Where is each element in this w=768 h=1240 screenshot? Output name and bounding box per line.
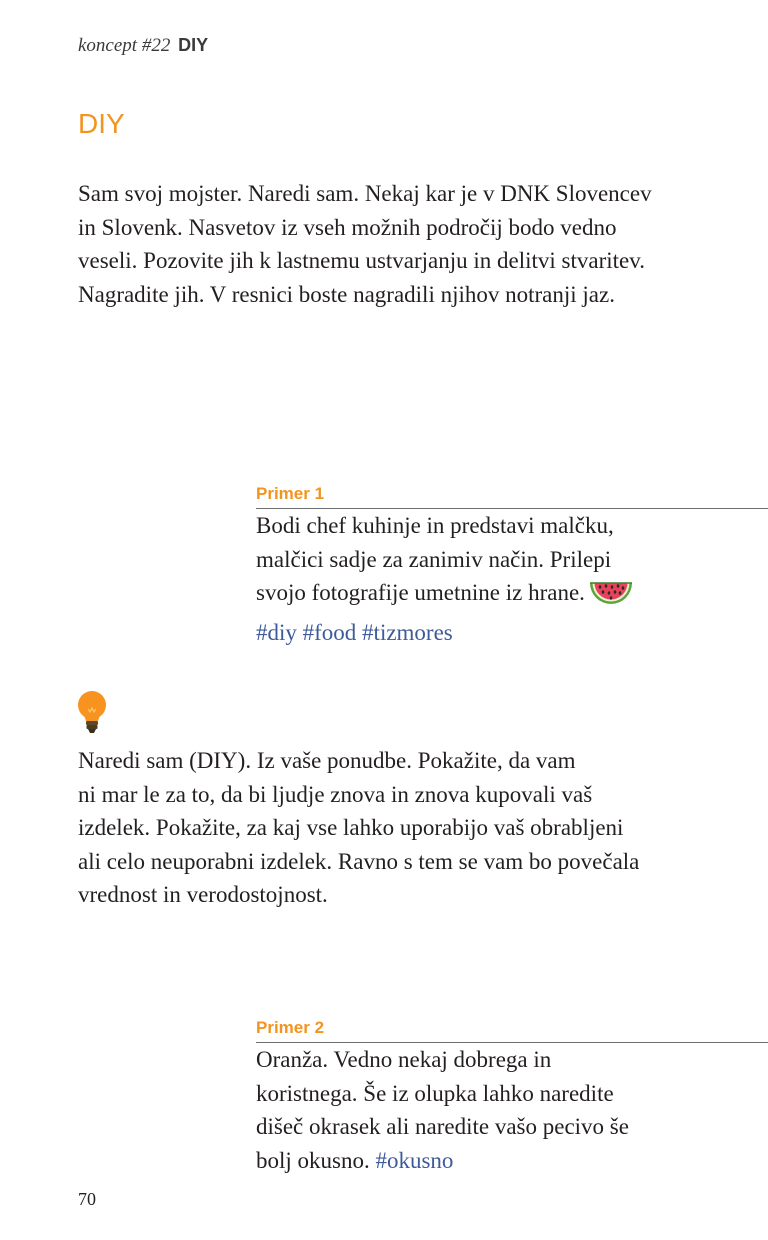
example-2-line: koristnega. Še iz olupka lahko naredite: [256, 1080, 614, 1106]
watermelon-icon: [589, 580, 633, 616]
example-2-last-line: [256, 1144, 768, 1178]
example-1-label: Primer 1: [256, 484, 325, 503]
example-2-line: dišeč okrasek ali naredite vašo pecivo še: [256, 1114, 629, 1140]
page-number: 70: [78, 1189, 96, 1209]
intro-paragraph: [78, 177, 652, 311]
example-1-line: malčici sadje za zanimiv način. Prilepi: [256, 546, 612, 572]
tip-line: izdelek. Pokažite, za kaj vse lahko uporabijo vaš obrabljeni: [78, 815, 624, 841]
example-1-hashtags[interactable]: #diy #food #tizmores: [256, 619, 453, 645]
concept-tag: DIY: [178, 35, 209, 55]
example-2-block: [256, 1016, 768, 1177]
section-title: DIY: [78, 108, 125, 139]
tip-line: vrednost in verodostojnost.: [78, 882, 328, 908]
example-2-text: [256, 1043, 768, 1177]
example-1-block: [256, 482, 768, 649]
example-1-line: svojo fotografije umetnine iz hrane.: [256, 580, 585, 606]
example-1-line: Bodi chef kuhinje in predstavi malčku,: [256, 513, 614, 538]
example-2-label: Primer 2: [256, 1018, 325, 1037]
lightbulb-icon: [76, 690, 108, 736]
example-1-line-with-emoji: [256, 576, 768, 616]
example-1-text: [256, 509, 768, 649]
tip-paragraph: [78, 744, 639, 912]
example-2-hashtag[interactable]: #okusno: [375, 1147, 454, 1173]
tip-line: ali celo neuporabni izdelek. Ravno s tem se vam bo povečala: [78, 848, 640, 874]
intro-line: Sam svoj mojster. Naredi sam. Nekaj kar je v DNK Slovencev: [78, 181, 652, 206]
intro-line: veseli. Pozovite jih k lastnemu ustvarjanju in delitvi stvaritev.: [78, 248, 646, 274]
concept-number: koncept #22: [78, 35, 171, 56]
example-2-line: bolj okusno.: [256, 1147, 370, 1173]
running-header: [78, 32, 208, 59]
tip-line: ni mar le za to, da bi ljudje znova in znova kupovali vaš: [78, 781, 593, 807]
example-2-line: Oranža. Vedno nekaj dobrega in: [256, 1047, 552, 1072]
intro-line: in Slovenk. Nasvetov iz vseh možnih področij bodo vedno: [78, 214, 617, 240]
tip-line: Naredi sam (DIY). Iz vaše ponudbe. Pokažite, da vam: [78, 748, 576, 773]
intro-line: Nagradite jih. V resnici boste nagradili njihov notranji jaz.: [78, 281, 615, 307]
